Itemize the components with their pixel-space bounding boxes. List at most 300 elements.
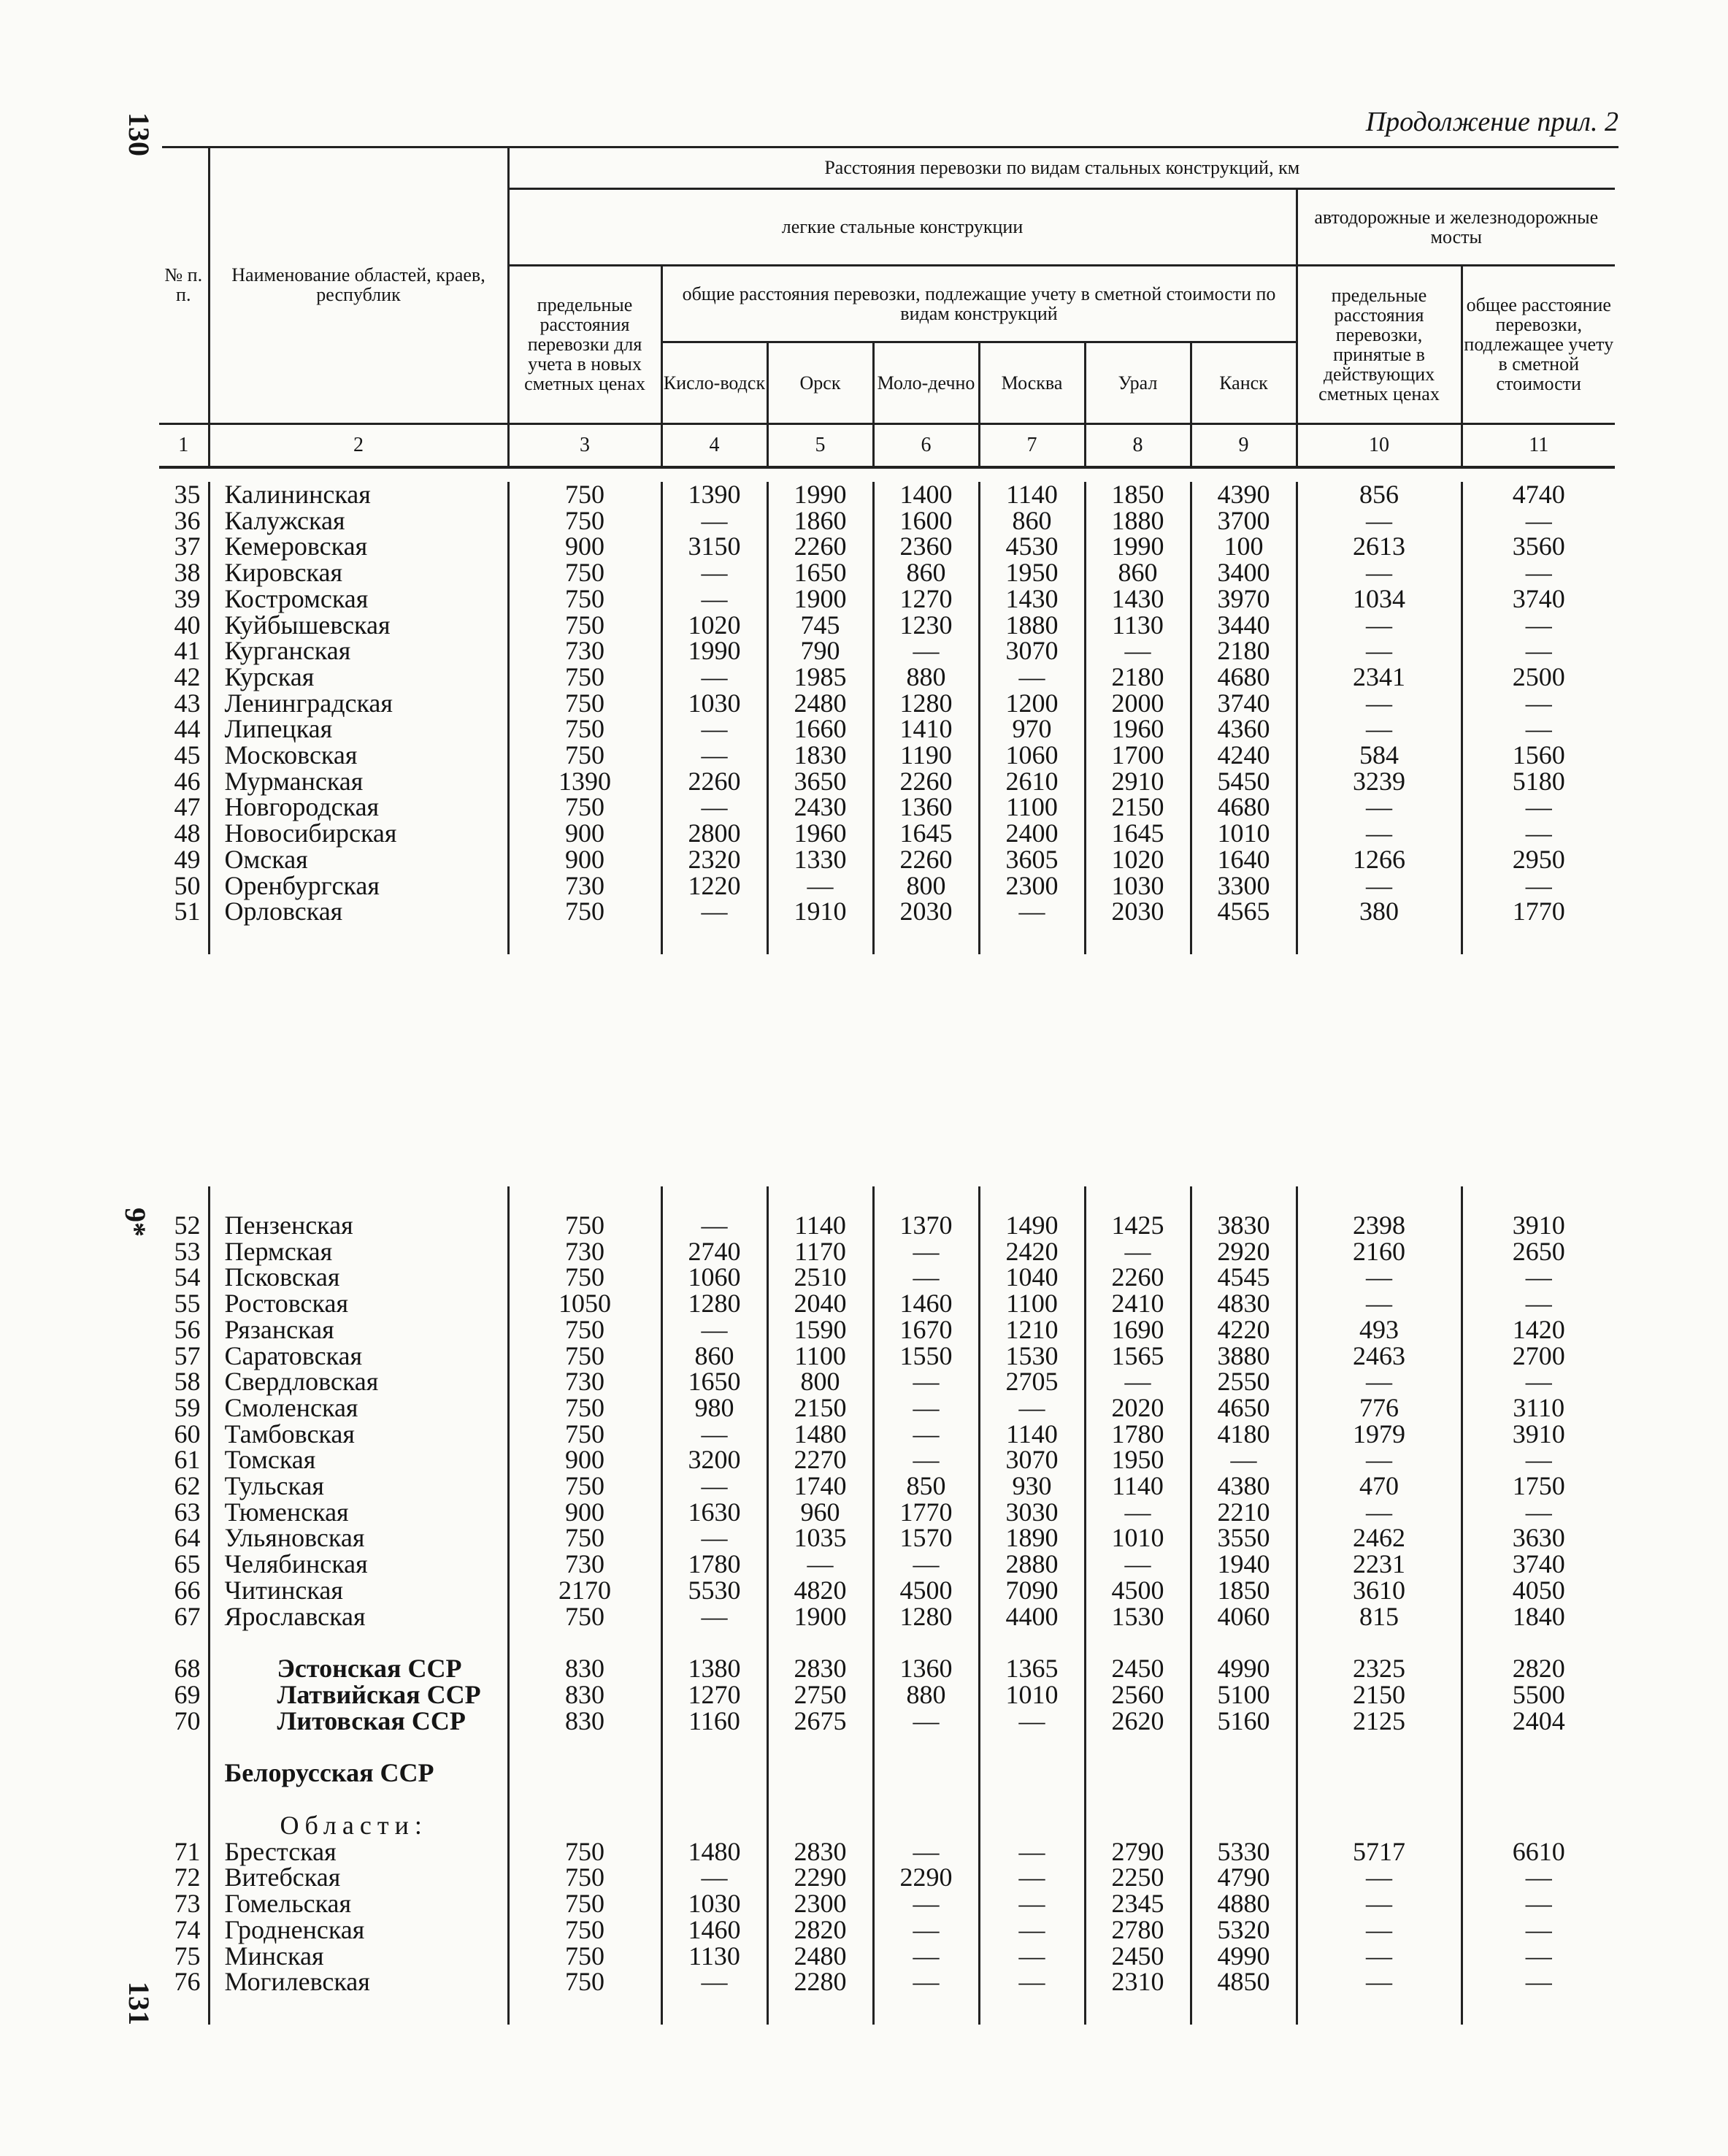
header-name: Наименование областей, краев, республик	[209, 147, 508, 423]
value-cell: 1035	[767, 1525, 873, 1551]
value-cell: 3200	[661, 1447, 767, 1473]
value-cell	[661, 925, 767, 954]
header-kansk: Канск	[1191, 342, 1297, 423]
value-cell: —	[1462, 613, 1615, 639]
value-cell: —	[979, 1839, 1085, 1865]
value-cell: 1425	[1085, 1213, 1191, 1239]
row-number	[159, 1734, 209, 1760]
value-cell: 730	[508, 1239, 661, 1265]
value-cell	[1297, 925, 1462, 954]
row-number	[159, 1760, 209, 1787]
value-cell: —	[1297, 1447, 1462, 1473]
value-cell: 1770	[1462, 899, 1615, 925]
page-number-bottom: 131	[123, 1982, 155, 2025]
value-cell: 2410	[1085, 1291, 1191, 1317]
value-cell: 4850	[1191, 1969, 1297, 1995]
value-cell: 3550	[1191, 1525, 1297, 1551]
value-cell: 380	[1297, 899, 1462, 925]
value-cell: 750	[508, 1917, 661, 1944]
region-name: Новосибирская	[209, 821, 508, 847]
value-cell: 5180	[1462, 769, 1615, 795]
value-cell: 2260	[873, 847, 979, 873]
value-cell	[767, 1760, 873, 1787]
value-cell: 830	[508, 1708, 661, 1735]
value-cell: 2920	[1191, 1239, 1297, 1265]
region-name: Литовская ССР	[209, 1708, 508, 1735]
value-cell: 2430	[767, 794, 873, 821]
value-cell: 5500	[1462, 1682, 1615, 1708]
spacer	[209, 1186, 508, 1213]
value-cell: 5530	[661, 1578, 767, 1604]
spacer	[209, 1787, 508, 1813]
value-cell: 1940	[1191, 1551, 1297, 1578]
value-cell: 730	[508, 1551, 661, 1578]
value-cell: 1200	[979, 691, 1085, 717]
value-cell	[661, 1630, 767, 1656]
value-cell: 1900	[767, 586, 873, 613]
value-cell: —	[1297, 1500, 1462, 1526]
value-cell: 1979	[1297, 1422, 1462, 1448]
table-row	[159, 508, 1615, 534]
value-cell: 2398	[1297, 1213, 1462, 1239]
value-cell: —	[767, 1551, 873, 1578]
value-cell: 2790	[1085, 1839, 1191, 1865]
value-cell: —	[1085, 1239, 1191, 1265]
table-row	[159, 691, 1615, 717]
value-cell: 1770	[873, 1500, 979, 1526]
row-number: 74	[174, 1914, 201, 1944]
value-cell: 2150	[1085, 794, 1191, 821]
value-cell: 2310	[1085, 1969, 1191, 1995]
value-cell: 980	[661, 1395, 767, 1422]
spacer-row	[159, 1734, 1615, 1760]
value-cell: 2160	[1297, 1239, 1462, 1265]
row-number: 69	[174, 1679, 201, 1709]
table-row	[159, 613, 1615, 639]
value-cell: —	[873, 1395, 979, 1422]
row-number: 68	[174, 1654, 201, 1684]
region-name: Брестская	[209, 1839, 508, 1865]
value-cell: 1990	[1085, 534, 1191, 560]
value-cell: 2260	[661, 769, 767, 795]
value-cell: 1030	[661, 691, 767, 717]
region-name: Томская	[209, 1447, 508, 1473]
value-cell: 2560	[1085, 1682, 1191, 1708]
value-cell	[979, 1760, 1085, 1787]
value-cell	[873, 1734, 979, 1760]
row-number: 56	[174, 1314, 201, 1344]
value-cell	[1085, 1734, 1191, 1760]
region-name: Тамбовская	[209, 1422, 508, 1448]
value-cell: 1020	[1085, 847, 1191, 873]
value-cell: 750	[508, 664, 661, 691]
table-row	[159, 1473, 1615, 1500]
table-row	[159, 1656, 1615, 1682]
value-cell: —	[661, 1525, 767, 1551]
value-cell: 7090	[979, 1578, 1085, 1604]
value-cell: 1630	[661, 1500, 767, 1526]
value-cell: —	[979, 1395, 1085, 1422]
spacer	[209, 1734, 508, 1760]
region-name: Ярославская	[209, 1604, 508, 1630]
value-cell: 1390	[508, 769, 661, 795]
value-cell: 1100	[979, 1291, 1085, 1317]
value-cell: —	[1297, 1944, 1462, 1970]
table-row	[159, 769, 1615, 795]
value-cell: 750	[508, 1969, 661, 1995]
value-cell: 1140	[767, 1213, 873, 1239]
table-row	[159, 1265, 1615, 1291]
value-cell: 800	[873, 873, 979, 899]
value-cell: 3150	[661, 534, 767, 560]
region-name: Кемеровская	[209, 534, 508, 560]
value-cell: 1750	[1462, 1473, 1615, 1500]
region-name: Гродненская	[209, 1917, 508, 1944]
row-number: 44	[174, 714, 201, 744]
value-cell: 3070	[979, 638, 1085, 664]
value-cell	[767, 1787, 873, 1813]
value-cell: 2675	[767, 1708, 873, 1735]
value-cell: 1690	[1085, 1317, 1191, 1343]
spacer	[209, 1995, 508, 2025]
value-cell: 800	[767, 1369, 873, 1395]
region-name: Витебская	[209, 1865, 508, 1891]
value-cell: 1650	[661, 1369, 767, 1395]
value-cell: 730	[508, 638, 661, 664]
value-cell: —	[661, 586, 767, 613]
row-number: 54	[174, 1262, 201, 1292]
value-cell: 1700	[1085, 743, 1191, 769]
value-cell	[1462, 1995, 1615, 2025]
value-cell: 2125	[1297, 1708, 1462, 1735]
value-cell: 1560	[1462, 743, 1615, 769]
value-cell	[661, 1734, 767, 1760]
value-cell: 1390	[661, 482, 767, 508]
section-heading: Области:	[209, 1813, 508, 1839]
value-cell: 2500	[1462, 664, 1615, 691]
col-number: 9	[1191, 423, 1297, 467]
value-cell: —	[1085, 638, 1191, 664]
value-cell	[1191, 1630, 1297, 1656]
value-cell: 4565	[1191, 899, 1297, 925]
table-row	[159, 1447, 1615, 1473]
page-number-top: 130	[123, 112, 155, 156]
value-cell: 4240	[1191, 743, 1297, 769]
value-cell: 860	[1085, 560, 1191, 586]
value-cell: 3630	[1462, 1525, 1615, 1551]
value-cell: 1030	[1085, 873, 1191, 899]
value-cell: 750	[508, 1395, 661, 1422]
row-number: 51	[174, 897, 201, 927]
value-cell: —	[1462, 1891, 1615, 1917]
value-cell: 1850	[1085, 482, 1191, 508]
value-cell	[1191, 925, 1297, 954]
region-name: Ленинградская	[209, 691, 508, 717]
value-cell: 584	[1297, 743, 1462, 769]
value-cell: 1840	[1462, 1604, 1615, 1630]
value-cell: 4680	[1191, 664, 1297, 691]
value-cell: —	[1297, 638, 1462, 664]
value-cell: 750	[508, 1473, 661, 1500]
value-cell: 1010	[1085, 1525, 1191, 1551]
section-heading: Белорусская ССР	[209, 1760, 508, 1787]
value-cell: —	[1462, 1917, 1615, 1944]
table-row	[159, 1604, 1615, 1630]
value-cell	[979, 1813, 1085, 1839]
value-cell: 4380	[1191, 1473, 1297, 1500]
value-cell: 1060	[661, 1265, 767, 1291]
row-number: 76	[174, 1967, 201, 1997]
spacer-row	[159, 1186, 1615, 1213]
value-cell: —	[661, 1604, 767, 1630]
header-orsk: Орск	[767, 342, 873, 423]
table-row	[159, 1395, 1615, 1422]
table-row	[159, 1865, 1615, 1891]
region-name: Пермская	[209, 1239, 508, 1265]
value-cell	[1297, 1760, 1462, 1787]
value-cell: 1460	[661, 1917, 767, 1944]
value-cell: —	[661, 1969, 767, 1995]
value-cell: 880	[873, 664, 979, 691]
value-cell: 1034	[1297, 586, 1462, 613]
value-cell: 750	[508, 613, 661, 639]
value-cell: —	[1462, 1865, 1615, 1891]
region-name: Пензенская	[209, 1213, 508, 1239]
row-number: 70	[174, 1706, 201, 1735]
value-cell: —	[1297, 821, 1462, 847]
value-cell: —	[661, 899, 767, 925]
row-number: 37	[174, 532, 201, 561]
row-number: 39	[174, 583, 201, 613]
value-cell	[979, 1787, 1085, 1813]
value-cell: —	[661, 560, 767, 586]
row-number	[159, 925, 209, 954]
value-cell: 4830	[1191, 1291, 1297, 1317]
value-cell: 2910	[1085, 769, 1191, 795]
value-cell: 1160	[661, 1708, 767, 1735]
value-cell: —	[661, 508, 767, 534]
value-cell: 1490	[979, 1213, 1085, 1239]
row-number: 67	[174, 1601, 201, 1631]
region-name: Тюменская	[209, 1500, 508, 1526]
table-row	[159, 1682, 1615, 1708]
value-cell: 1365	[979, 1656, 1085, 1682]
value-cell	[1085, 1995, 1191, 2025]
row-number: 66	[174, 1575, 201, 1605]
region-name: Рязанская	[209, 1317, 508, 1343]
row-number	[159, 1995, 209, 2025]
row-number: 73	[174, 1889, 201, 1919]
value-cell: 750	[508, 794, 661, 821]
value-cell: 2260	[1085, 1265, 1191, 1291]
value-cell: 750	[508, 1839, 661, 1865]
row-number: 61	[174, 1445, 201, 1475]
value-cell	[1085, 925, 1191, 954]
value-cell: —	[767, 873, 873, 899]
value-cell: 750	[508, 1265, 661, 1291]
value-cell: 860	[873, 560, 979, 586]
value-cell: 1990	[767, 482, 873, 508]
value-cell: 790	[767, 638, 873, 664]
value-cell: 1650	[767, 560, 873, 586]
value-cell: 3700	[1191, 508, 1297, 534]
value-cell: 5320	[1191, 1917, 1297, 1944]
value-cell: 1890	[979, 1525, 1085, 1551]
value-cell: 1010	[979, 1682, 1085, 1708]
value-cell: 2180	[1191, 638, 1297, 664]
value-cell: —	[1297, 560, 1462, 586]
value-cell: 2700	[1462, 1343, 1615, 1370]
value-cell: 2231	[1297, 1551, 1462, 1578]
value-cell: 1100	[979, 794, 1085, 821]
header-bridges: автодорожные и железнодорожные мосты	[1297, 188, 1615, 265]
value-cell: —	[979, 1944, 1085, 1970]
value-cell: 1880	[979, 613, 1085, 639]
region-name: Саратовская	[209, 1343, 508, 1370]
col-number: 5	[767, 423, 873, 467]
value-cell	[1191, 1995, 1297, 2025]
value-cell: 2180	[1085, 664, 1191, 691]
value-cell: —	[1297, 794, 1462, 821]
value-cell: 1380	[661, 1656, 767, 1682]
value-cell: —	[1297, 1291, 1462, 1317]
value-cell	[1297, 1813, 1462, 1839]
table-row	[159, 794, 1615, 821]
value-cell: 1660	[767, 716, 873, 743]
value-cell: 1645	[1085, 821, 1191, 847]
value-cell: 1570	[873, 1525, 979, 1551]
value-cell	[873, 1995, 979, 2025]
spacer-row	[159, 1630, 1615, 1656]
region-name: Калининская	[209, 482, 508, 508]
row-number	[159, 1186, 209, 1213]
value-cell: —	[661, 1473, 767, 1500]
value-cell: 1780	[1085, 1422, 1191, 1448]
col-number: 3	[508, 423, 661, 467]
value-cell: —	[1297, 508, 1462, 534]
region-name: Минская	[209, 1944, 508, 1970]
value-cell: 2550	[1191, 1369, 1297, 1395]
value-cell: 856	[1297, 482, 1462, 508]
region-name: Челябинская	[209, 1551, 508, 1578]
value-cell: 4820	[767, 1578, 873, 1604]
region-name: Латвийская ССР	[209, 1682, 508, 1708]
value-cell: 750	[508, 1944, 661, 1970]
value-cell: 1880	[1085, 508, 1191, 534]
value-cell: —	[979, 1917, 1085, 1944]
value-cell	[508, 1630, 661, 1656]
header-distances: Расстояния перевозки по видам стальных конструкций, км	[508, 147, 1615, 188]
value-cell: 750	[508, 482, 661, 508]
region-name: Оренбургская	[209, 873, 508, 899]
row-number: 41	[174, 636, 201, 666]
value-cell: 1410	[873, 716, 979, 743]
value-cell: 2740	[661, 1239, 767, 1265]
table-row	[159, 899, 1615, 925]
value-cell	[508, 1734, 661, 1760]
value-cell: 2950	[1462, 847, 1615, 873]
value-cell: 830	[508, 1656, 661, 1682]
value-cell: 2800	[661, 821, 767, 847]
value-cell: 3740	[1462, 586, 1615, 613]
table-row	[159, 638, 1615, 664]
value-cell: 750	[508, 560, 661, 586]
table-row	[159, 664, 1615, 691]
value-cell: 1170	[767, 1239, 873, 1265]
value-cell: —	[873, 1265, 979, 1291]
value-cell: 2450	[1085, 1944, 1191, 1970]
value-cell: 4680	[1191, 794, 1297, 821]
value-cell: 1950	[1085, 1447, 1191, 1473]
value-cell: —	[873, 1447, 979, 1473]
value-cell: 1860	[767, 508, 873, 534]
value-cell: 1740	[767, 1473, 873, 1500]
value-cell	[1297, 1734, 1462, 1760]
value-cell: 1565	[1085, 1343, 1191, 1370]
section-heading-row	[159, 1760, 1615, 1787]
value-cell: 2400	[979, 821, 1085, 847]
value-cell: 1480	[661, 1839, 767, 1865]
value-cell: 1640	[1191, 847, 1297, 873]
region-name: Ульяновская	[209, 1525, 508, 1551]
table-row	[159, 1944, 1615, 1970]
value-cell: 100	[1191, 534, 1297, 560]
value-cell: 776	[1297, 1395, 1462, 1422]
table-body-top	[159, 482, 1615, 954]
col-number: 10	[1297, 423, 1462, 467]
row-number: 46	[174, 766, 201, 796]
value-cell: —	[1085, 1500, 1191, 1526]
col-number: 8	[1085, 423, 1191, 467]
table-row	[159, 847, 1615, 873]
value-cell	[1297, 1995, 1462, 2025]
row-number: 52	[174, 1211, 201, 1240]
region-name: Псковская	[209, 1265, 508, 1291]
value-cell: 900	[508, 1447, 661, 1473]
table-header	[159, 147, 1615, 469]
value-cell: 2250	[1085, 1865, 1191, 1891]
value-cell: 1130	[661, 1944, 767, 1970]
row-number: 50	[174, 870, 201, 900]
value-cell: 4390	[1191, 482, 1297, 508]
value-cell: —	[1297, 613, 1462, 639]
value-cell: 2170	[508, 1578, 661, 1604]
value-cell: 1530	[1085, 1604, 1191, 1630]
value-cell: 3650	[767, 769, 873, 795]
region-name: Гомельская	[209, 1891, 508, 1917]
value-cell	[508, 925, 661, 954]
value-cell	[873, 1760, 979, 1787]
value-cell: —	[979, 1891, 1085, 1917]
value-cell: 4545	[1191, 1265, 1297, 1291]
value-cell	[1085, 1186, 1191, 1213]
value-cell: 930	[979, 1473, 1085, 1500]
value-cell: —	[873, 1239, 979, 1265]
value-cell: 2830	[767, 1839, 873, 1865]
value-cell: 3440	[1191, 613, 1297, 639]
value-cell: 1140	[979, 482, 1085, 508]
region-name: Курганская	[209, 638, 508, 664]
value-cell: 3605	[979, 847, 1085, 873]
value-cell: 4790	[1191, 1865, 1297, 1891]
region-name: Липецкая	[209, 716, 508, 743]
value-cell: —	[873, 1839, 979, 1865]
value-cell: —	[1462, 1369, 1615, 1395]
value-cell: —	[1297, 691, 1462, 717]
row-number: 72	[174, 1862, 201, 1892]
value-cell: 730	[508, 1369, 661, 1395]
value-cell: —	[1297, 1891, 1462, 1917]
